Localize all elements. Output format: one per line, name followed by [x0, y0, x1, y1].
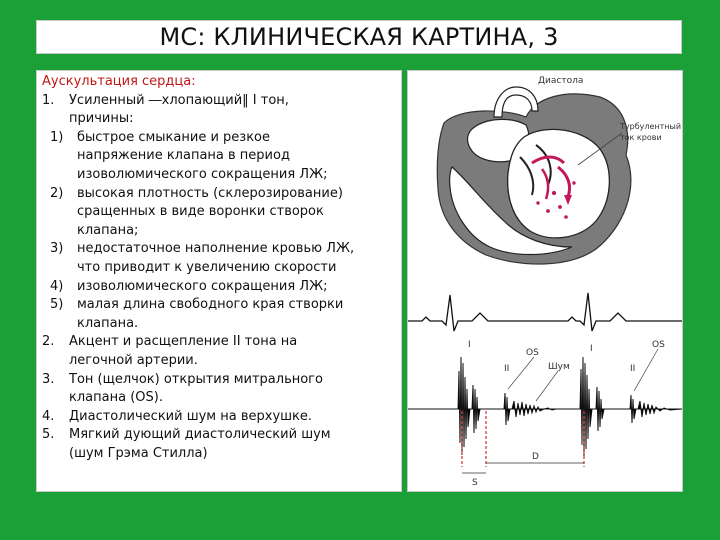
sub-text: быстрое смыкание и резкое: [77, 129, 271, 145]
section-heading: Аускультация сердца:: [42, 74, 196, 89]
list-item-1-cont: причины:: [69, 111, 134, 127]
list-number: 4.: [42, 408, 55, 424]
list-item-3-cont: клапана (OS).: [69, 390, 163, 406]
sub-item-2-cont: сращенных в виде воронки створок: [77, 204, 324, 220]
list-text: Усиленный ―хлопающий‖ I тон,: [69, 92, 289, 108]
sub-number: 1): [50, 129, 64, 145]
sub-number: 4): [50, 278, 64, 294]
list-text: Диастолический шум на верхушке.: [69, 408, 313, 424]
sub-number: 3): [50, 241, 64, 257]
label-I-2: I: [590, 344, 593, 354]
list-item-2: [42, 333, 397, 352]
label-I-1: I: [468, 340, 471, 350]
left-ventricle: [508, 129, 610, 237]
label-OS-2: OS: [652, 340, 665, 350]
list-item-5: [42, 426, 397, 445]
sub-item-2: [42, 185, 397, 204]
sub-text: высокая плотность (склерозирование): [77, 185, 343, 201]
list-item-3: [42, 371, 397, 390]
sub-item-3-cont: что приводит к увеличению скорости: [77, 259, 337, 275]
sub-item-5-cont: клапана.: [77, 315, 139, 331]
sub-item-1-cont: напряжение клапана в период: [77, 148, 290, 164]
label-D: D: [532, 452, 539, 462]
list-number: 5.: [42, 427, 55, 443]
list-item-4: [42, 408, 397, 427]
label-II-1: II: [504, 364, 510, 374]
label-noise: Шум: [548, 362, 570, 372]
sub-item-1-cont: изоволюмического сокращения ЛЖ;: [77, 166, 328, 182]
figure-panel: [407, 70, 683, 492]
list-item-1: [42, 92, 397, 111]
ecg-trace: [408, 293, 682, 331]
sub-item-2-cont: клапана;: [77, 222, 139, 238]
label-pointer: [536, 371, 558, 401]
list-item-5-cont: (шум Грэма Стилла): [69, 445, 208, 461]
sub-number: 5): [50, 297, 64, 313]
sub-number: 2): [50, 185, 64, 201]
sub-text: недостаточное наполнение кровью ЛЖ,: [77, 241, 355, 257]
label-pointer: [508, 357, 534, 389]
heart-illustration: [437, 76, 681, 264]
label-pointer: [634, 349, 658, 391]
sub-item-3: [42, 240, 397, 259]
heart-phonocardiogram-figure: [408, 71, 682, 491]
sub-text: изоволюмического сокращения ЛЖ;: [77, 278, 328, 294]
list-number: 3.: [42, 371, 55, 387]
sub-item-5: [42, 296, 397, 315]
label-OS-1: OS: [526, 348, 539, 358]
label-turbulent-flow-2: ток крови: [620, 133, 662, 142]
label-II-2: II: [630, 364, 636, 374]
label-S: S: [472, 478, 478, 488]
text-panel: [36, 70, 402, 492]
slide-title: МС: КЛИНИЧЕСКАЯ КАРТИНА, 3: [159, 23, 559, 51]
list-number: 2.: [42, 334, 55, 350]
list-number: 1.: [42, 92, 55, 108]
label-diastole: Диастола: [538, 76, 584, 86]
slide-title-box: [36, 20, 682, 54]
list-text: Мягкий дующий диастолический шум: [69, 427, 331, 443]
list-item-2-cont: легочной артерии.: [69, 352, 198, 368]
label-turbulent-flow: Турбулентный: [620, 122, 682, 131]
sub-item-1: [42, 129, 397, 148]
list-text: Акцент и расщепление II тона на: [69, 334, 298, 350]
timing-guides: [462, 411, 584, 467]
list-text: Тон (щелчок) открытия митрального: [69, 371, 323, 387]
sub-item-4: [42, 278, 397, 297]
pcg-trace: [458, 357, 682, 457]
sub-text: малая длина свободного края створки: [77, 297, 344, 313]
